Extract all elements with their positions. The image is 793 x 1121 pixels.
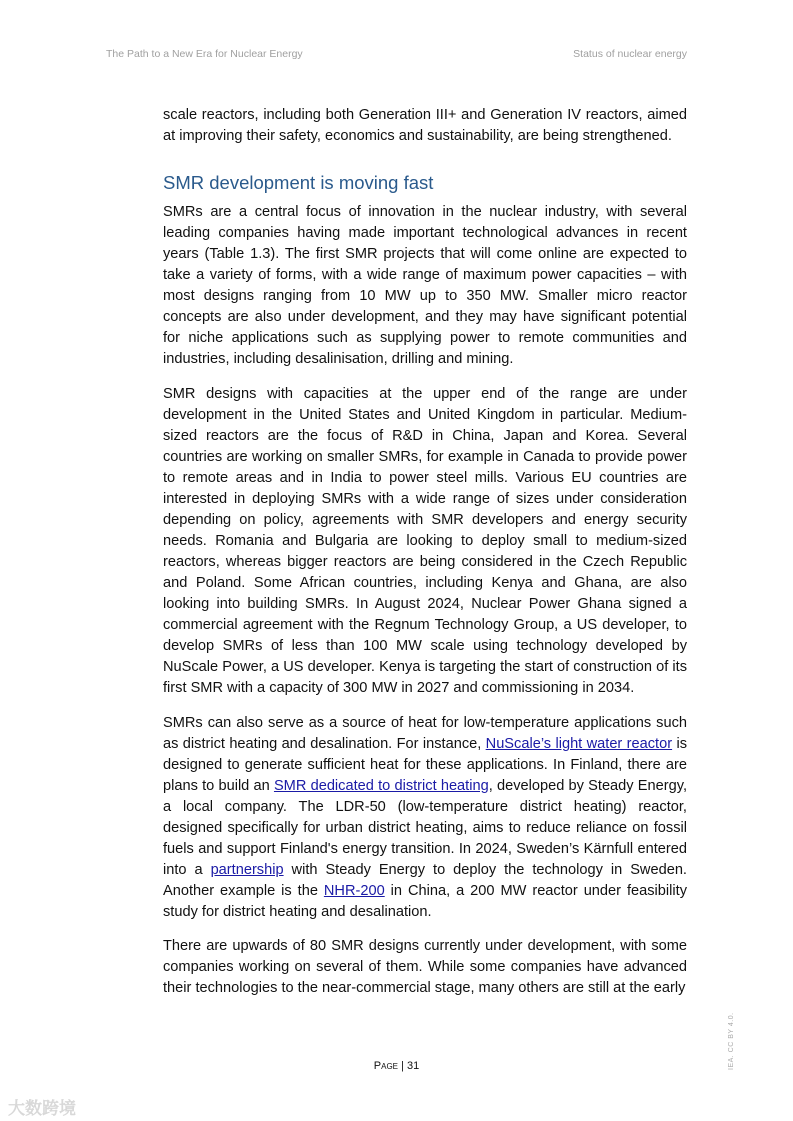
section-heading: SMR development is moving fast: [163, 172, 434, 193]
license-note: IEA. CC BY 4.0.: [728, 1012, 735, 1070]
page-number: [0, 1060, 793, 1072]
text-segment: is designed to generate sufficient heat for these applications. In Finland, there are plans to build an: [163, 736, 688, 794]
running-header-title: The Path to a New Era for Nuclear Energy: [106, 48, 303, 60]
page-separator: |: [398, 1060, 407, 1072]
watermark-logo: 大数跨境: [8, 1099, 76, 1118]
nhr-200-link[interactable]: NHR-200: [323, 883, 385, 899]
running-header-section: Status of nuclear energy: [573, 48, 687, 60]
paragraph-4: [163, 936, 687, 999]
page-number-value: 31: [406, 1060, 420, 1072]
page-label: Page: [373, 1060, 398, 1072]
intro-paragraph: [163, 105, 687, 147]
paragraph-2: [163, 384, 687, 699]
smr-district-heating-link[interactable]: SMR dedicated to district heating: [273, 778, 489, 794]
paragraph-text: SMRs are a central focus of innovation in the nuclear industry, with several leading companies having made important technological advances in recent years (Table 1.3). The first SMR projects that will come online are expected to take a variety of forms, with a wide range of maximum power capacities – with most designs ranging from 10 MW up to 350 MW. Smaller micro reactor concepts are also under development, and they may have significant potential for niche applications such as supplying power to remote communities and industries, including desalinisation, drilling and mining.: [163, 204, 687, 367]
paragraph-text: There are upwards of 80 SMR designs currently under development, with some companies working on several of them. While some companies have advanced their technologies to the near-commercial stage, many others are still at the early: [163, 938, 687, 996]
text-segment: SMRs can also serve as a source of heat for low-temperature applications such as district heating and desalination. For instance,: [163, 715, 687, 752]
text-segment: , developed by Steady Energy, a local company. The LDR-50 (low-temperature district heating) reactor, designed specifically for urban district heating, aims to reduce reliance on fossil fuels and support Finland's energy transition. In 2024, Sweden’s Kärnfull entered into a: [163, 778, 688, 878]
nuscale-link[interactable]: NuScale’s light water reactor: [485, 736, 673, 752]
paragraph-1: [163, 202, 687, 370]
text-segment: in China, a 200 MW reactor under feasibility study for district heating and desalination.: [163, 883, 687, 920]
text-segment: with Steady Energy to deploy the technology in Sweden. Another example is the: [163, 862, 687, 899]
partnership-link[interactable]: partnership: [210, 862, 284, 878]
paragraph-text: SMR designs with capacities at the upper end of the range are under development in the United States and United Kingdom in particular. Medium-sized reactors are the focus of R&D in China, Japan and Korea. Several countries are working on smaller SMRs, for example in Canada to provide power to remote areas and in India to power steel mills. Various EU countries are interested in deploying SMRs with a wide range of sizes under consideration depending on policy, agreements with SMR developers and energy security needs. Romania and Bulgaria are looking to deploy small to medium-sized reactors, whereas bigger reactors are being considered in the Czech Republic and Poland. Some African countries, including Kenya and Ghana, are also looking into building SMRs. In August 2024, Nuclear Power Ghana signed a commercial agreement with the Regnum Technology Group, a US developer, to develop SMRs of less than 100 MW scale using technology developed by NuScale Power, a US developer. Kenya is targeting the start of construction of its first SMR with a capacity of 300 MW in 2027 and commissioning in 2034.: [163, 386, 687, 696]
paragraph-3: [163, 713, 687, 923]
paragraph-text: scale reactors, including both Generation III+ and Generation IV reactors, aimed at improving their safety, economics and sustainability, are being strengthened.: [163, 107, 687, 144]
